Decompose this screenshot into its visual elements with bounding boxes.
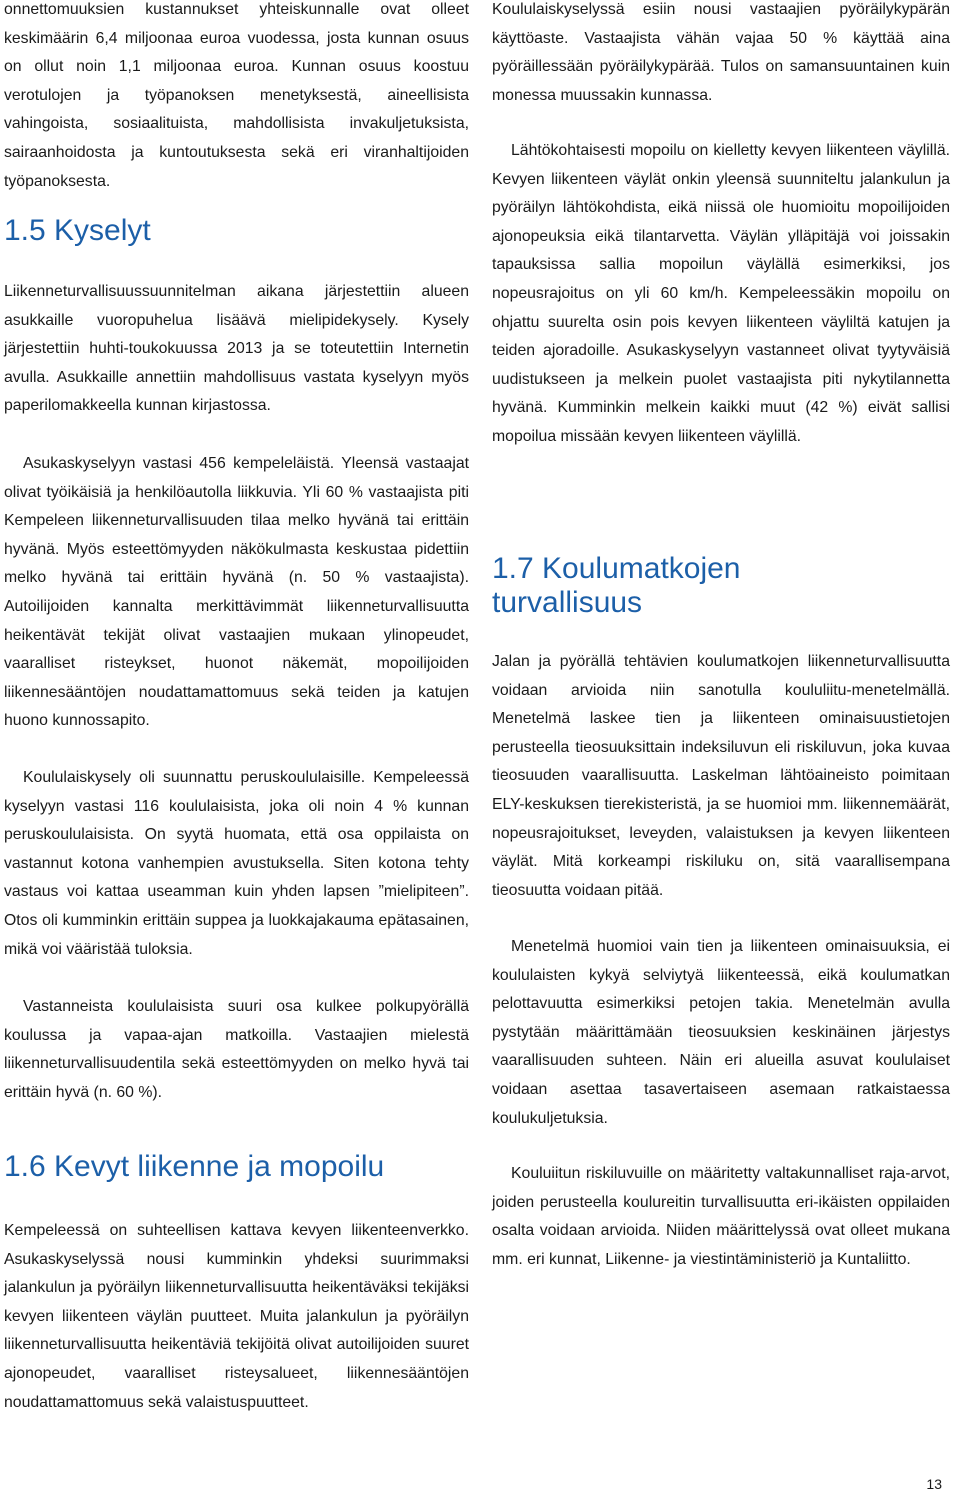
kyselyt-paragraph-1: Liikenneturvallisuussuunnitelman aikana järjestettiin alueen asukkaille vuoropuhelua lisäävä mielipidekysely. Kysely järjestettiin huhti-toukokuussa 2013 ja se toteutettiin Internetin avulla. Asukkaille annettiin mahdollisuus vastata kyselyyn myös paperilomakkeella kunnan kirjastossa. — [4, 283, 469, 415]
kyselyt-paragraph-2: Asukaskyselyyn vastasi 456 kempeleläistä. Yleensä vastaajat olivat työikäisiä ja henkilöautolla liikkuvia. Yli 60 % vastaajista piti Kempeleen liikenneturvallisuuden tilaa melko hyvänä tai erittäin hyvänä. Myös esteettömyyden näkökulmasta keskustaa pidettiin melko hyvänä tai erittäin hyvänä (n. 50 % vastaajista). Autoilijoiden kannalta merkittävimmät liikenneturvallisuutta heikentävät tekijät olivat vastaajien mukaan ylinopeudet, vaaralliset risteykset, huonot näkemät, mopoilijoiden liikennesääntöjen noudattamattomuus sekä teiden ja katujen huono kunnossapito. — [4, 455, 469, 730]
page-number: 13 — [926, 1476, 942, 1492]
kevyt-liikenne-paragraph-1: Kempeleessä on suhteellisen kattava kevyen liikenteenverkko. Asukaskyselyssä nousi kumminkin yhdeksi suurimmaksi jalankulun ja pyöräilyn liikenneturvallisuutta heikentäväksi tekijäksi kevyen liikenteen väylän puutteet. Muita jalankulun ja pyöräilyn liikenneturvallisuutta heikentäviä tekijöitä olivat autoilijoiden suuret ajonopeudet, vaaralliset risteysalueet, liikennesääntöjen noudattamattomuus sekä valaistuspuutteet. — [4, 1222, 469, 1411]
right-paragraph-1: Koululaiskyselyssä esiin nousi vastaajien pyöräilykypärän käyttöaste. Vastaajista vähän vajaa 50 % käyttää aina pyöräillessään pyöräilykypärää. Tulos on samansuuntainen kuin monessa muussakin kunnassa. — [492, 1, 950, 104]
section-heading-kyselyt: 1.5 Kyselyt — [4, 214, 151, 247]
section-heading-koulumatkat: 1.7 Koulumatkojen turvallisuus — [492, 552, 741, 619]
section-heading-kevyt-liikenne: 1.6 Kevyt liikenne ja mopoilu — [4, 1150, 385, 1183]
koulumatkat-paragraph-1: Jalan ja pyörällä tehtävien koulumatkojen liikenneturvallisuutta voidaan arvioida niin sanotulla koululiitu-menetelmällä. Menetelmä laskee tien ja liikenteen ominaisuustietojen perusteella tieosuuksittain indeksiluvun eli riskiluvun, joka kuvaa tieosuuden vaarallisuutta. Laskelman lähtöaineisto poimitaan ELY-keskuksen tierekisteristä, ja se huomioi mm. liikennemäärät, nopeusrajoitukset, leveyden, valaistuksen ja kevyen liikenteen väylät. Mitä korkeampi riskiluku on, sitä vaarallisempana tieosuutta voidaan pitää. — [492, 653, 950, 899]
kyselyt-paragraph-4: Vastanneista koululaisista suuri osa kulkee polkupyörällä koulussa ja vapaa-ajan matkoilla. Vastaajien mielestä liikenneturvallisuudentila sekä esteettömyyden on melko hyvä tai erittäin hyvä (n. 60 %). — [4, 998, 469, 1101]
kyselyt-paragraph-3: Koululaiskysely oli suunnattu peruskoululaisille. Kempeleessä kyselyyn vastasi 116 koululaisista, joka oli noin 4 % kunnan peruskoululaisista. On syytä huomata, että osa oppilaista on vastannut kotona vanhempien avustuksella. Siten kotona tehty vastaus voi kattaa useamman kuin yhden lapsen ”mielipiteen”. Otos oli kumminkin erittäin suppea ja luokkajakauma epätasainen, mikä voi vääristää tuloksia. — [4, 769, 469, 958]
koulumatkat-paragraph-2: Menetelmä huomioi vain tien ja liikenteen ominaisuuksia, ei koululaisten kykyä selviytyä liikenteessä, eikä koulumatkan pelottavuutta esimerkiksi petojen takia. Menetelmän avulla pystytään määrittämään tieosuuksien keskinäinen järjestys vaarallisuuden suhteen. Näin eri alueilla asuvat koululaiset voidaan asettaa tasavertaiseen asemaan ratkaistaessa koulukuljetuksia. — [492, 938, 950, 1127]
koulumatkat-paragraph-3: Kouluiitun riskiluvuille on määritetty valtakunnalliset raja-arvot, joiden perusteella koulureitin turvallisuutta eri-ikäisten oppilaiden osalta voidaan arvioida. Niiden määrittelyssä ovat olleet mukana mm. eri kunnat, Liikenne- ja viestintäministeriö ja Kuntaliitto. — [492, 1165, 950, 1268]
right-paragraph-2: Lähtökohtaisesti mopoilu on kielletty kevyen liikenteen väylillä. Kevyen liikenteen väylät onkin yleensä suunniteltu jalankulun ja pyöräilyn lähtökohdista, eikä niissä ole huomioitu mopoilijoiden ajonopeuksia eikä tilantarvetta. Väylän ylläpitäjä voi joissakin tapauksissa sallia mopoilun väylällä esimerkiksi, jos nopeusrajoitus on yli 60 km/h. Kempeleessäkin mopoilu on ohjattu suurelta osin pois kevyen liikenteen väyliltä katujen ja teiden ajoradoille. Asukaskyselyyn vastanneet olivat tyytyväisiä uudistukseen ja melkein puolet vastaajista piti nykytilannetta hyvänä. Kumminkin melkein kaikki muut (42 %) eivät sallisi mopoilua missään kevyen liikenteen väylillä. — [492, 142, 950, 445]
intro-paragraph: onnettomuuksien kustannukset yhteiskunnalle ovat olleet keskimäärin 6,4 miljoonaa euroa vuodessa, josta kunnan osuus on ollut noin 1,1 miljoonaa euroa. Kunnan osuus koostuu verotulojen ja työpanoksen menetyksestä, aineellisista vahingoista, sosiaalituista, mahdollisista invakuljetuksista, sairaanhoidosta ja kuntoutuksesta sekä eri viranhaltijoiden työpanoksesta. — [4, 1, 469, 190]
